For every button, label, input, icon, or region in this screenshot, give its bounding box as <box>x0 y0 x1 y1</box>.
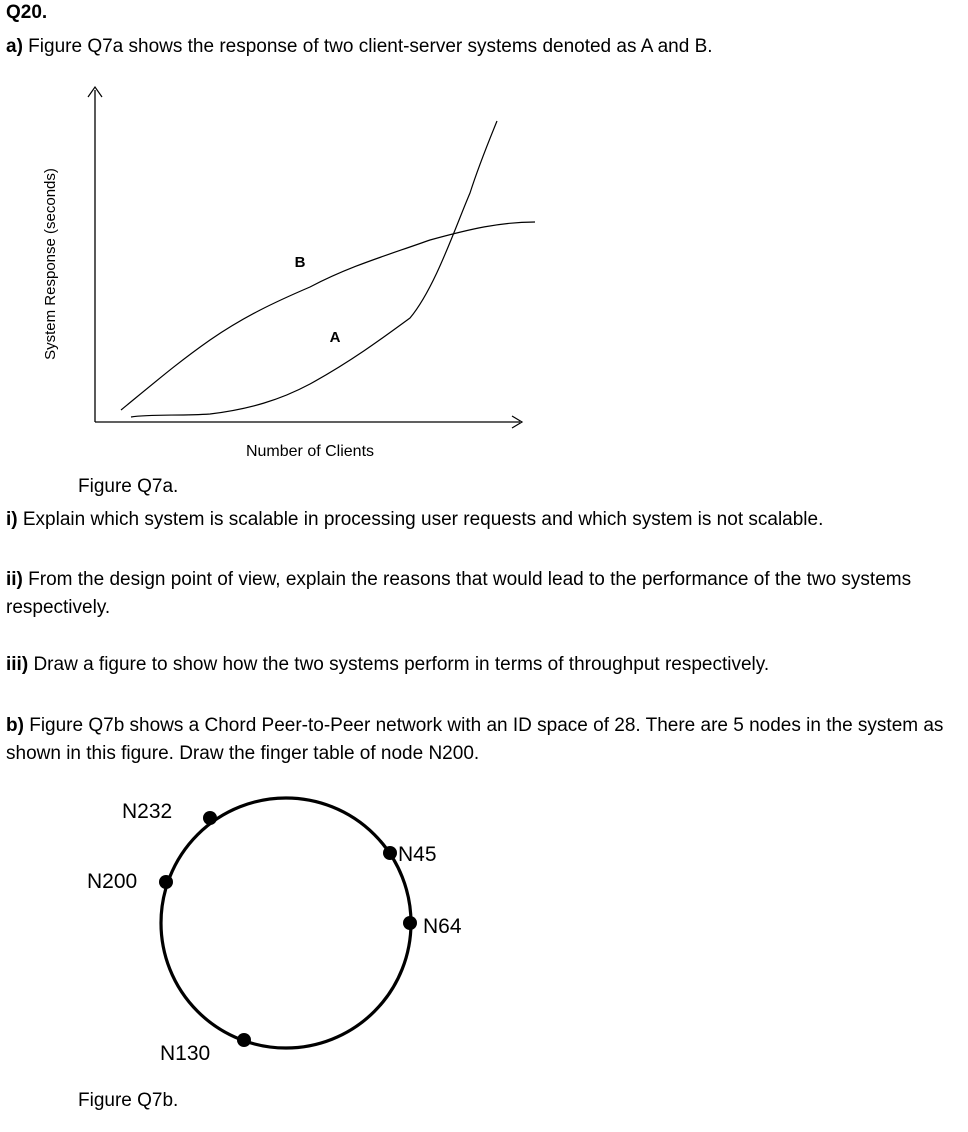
question-number: Q20. <box>6 2 48 23</box>
figure-q7b-caption: Figure Q7b. <box>78 1090 179 1111</box>
node-label-n232: N232 <box>122 800 173 823</box>
sub-ii-label: ii) <box>6 569 23 590</box>
sub-question-i <box>6 506 961 534</box>
part-b-body: Figure Q7b shows a Chord Peer-to-Peer network with an ID space of 28. There are 5 nodes in the system as shown in this figure. Draw the finger table of node N200. <box>6 715 944 764</box>
sub-i-body: Explain which system is scalable in processing user requests and which system is not scalable. <box>17 509 824 530</box>
curve-b-label: B <box>294 254 306 271</box>
sub-question-iii <box>6 651 961 679</box>
sub-iii-body: Draw a figure to show how the two systems perform in terms of throughput respectively. <box>28 654 770 675</box>
sub-iii-label: iii) <box>6 654 29 675</box>
part-b-label: b) <box>6 715 24 736</box>
part-b-text <box>6 712 961 768</box>
node-dot-n232 <box>203 811 217 825</box>
sub-ii-body: From the design point of view, explain the reasons that would lead to the performance of the two systems respectively. <box>6 569 912 618</box>
sub-question-ii <box>6 566 961 622</box>
figure-q7a-caption: Figure Q7a. <box>78 476 179 497</box>
node-label-n64: N64 <box>423 915 462 938</box>
node-dot-n64 <box>403 916 417 930</box>
chord-ring <box>161 798 411 1048</box>
node-label-n45: N45 <box>398 843 437 866</box>
curve-b <box>121 222 535 410</box>
node-label-n130: N130 <box>160 1042 211 1065</box>
y-axis-label: System Response (seconds) <box>42 168 59 360</box>
node-label-n200: N200 <box>87 870 138 893</box>
node-dot-n200 <box>159 875 173 889</box>
curve-a <box>131 121 497 417</box>
sub-i-label: i) <box>6 509 18 530</box>
node-dot-n130 <box>237 1033 251 1047</box>
part-a-label: a) <box>6 36 23 57</box>
part-a-body: Figure Q7a shows the response of two client-server systems denoted as A and B. <box>22 36 713 57</box>
part-a-text <box>6 33 713 61</box>
figure-q7a-graph <box>30 78 550 468</box>
curve-a-label: A <box>329 329 341 346</box>
node-dot-n45 <box>383 846 397 860</box>
figure-q7b-chord-ring <box>70 780 490 1080</box>
x-axis-label: Number of Clients <box>245 443 375 460</box>
